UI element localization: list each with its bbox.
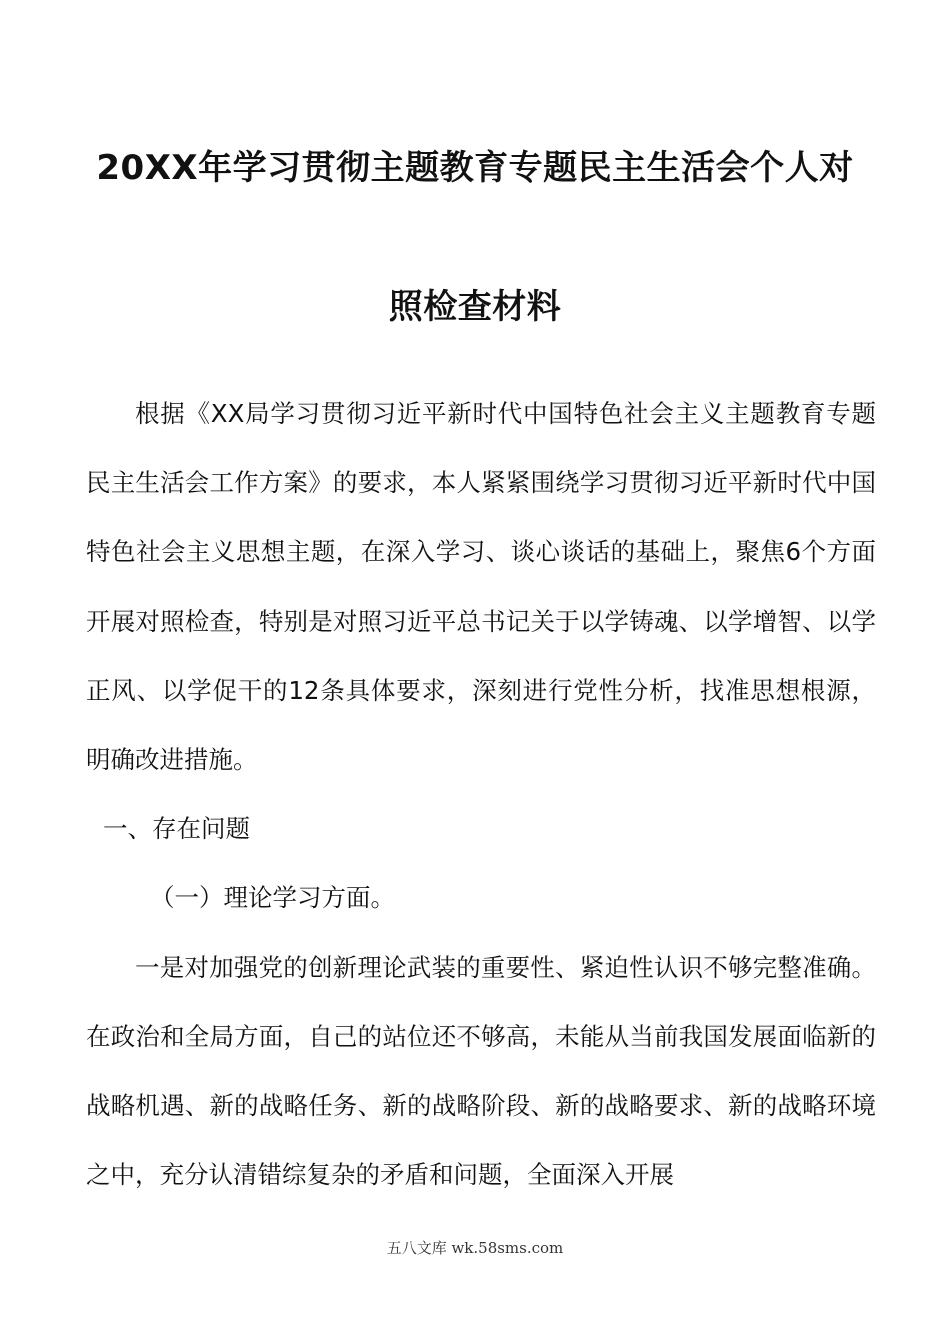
section-heading: 一、存在问题 [103,814,250,844]
body-paragraph: 一是对加强党的创新理论武装的重要性、紧迫性认识不够完整准确。在政治和全局方面，自己的站位还不够高，未能从当前我国发展面临新的战略机遇、新的战略任务、新的战略阶段、新的战略要求、新的战略环境之中，充分认清错综复杂的矛盾和问题，全面深入开展 [86,952,876,1190]
document-title-line-1: 20XX年学习贯彻主题教育专题民主生活会个人对 [96,148,854,188]
intro-paragraph: 根据《XX局学习贯彻习近平新时代中国特色社会主义主题教育专题民主生活会工作方案》的要求，本人紧紧围绕学习贯彻习近平新时代中国特色社会主义思想主题，在深入学习、谈心谈话的基础上，聚焦6个方面开展对照检查，特别是对照习近平总书记关于以学铸魂、以学增智、以学正风、以学促干的12条具体要求，深刻进行党性分析，找准思想根源，明确改进措施。 [86,399,876,775]
subsection-heading: （一）理论学习方面。 [150,883,395,913]
document-body [86,379,876,1209]
document-title-line-2: 照检查材料 [388,287,562,327]
footer-watermark: 五八文库 wk.58sms.com [386,1239,564,1257]
